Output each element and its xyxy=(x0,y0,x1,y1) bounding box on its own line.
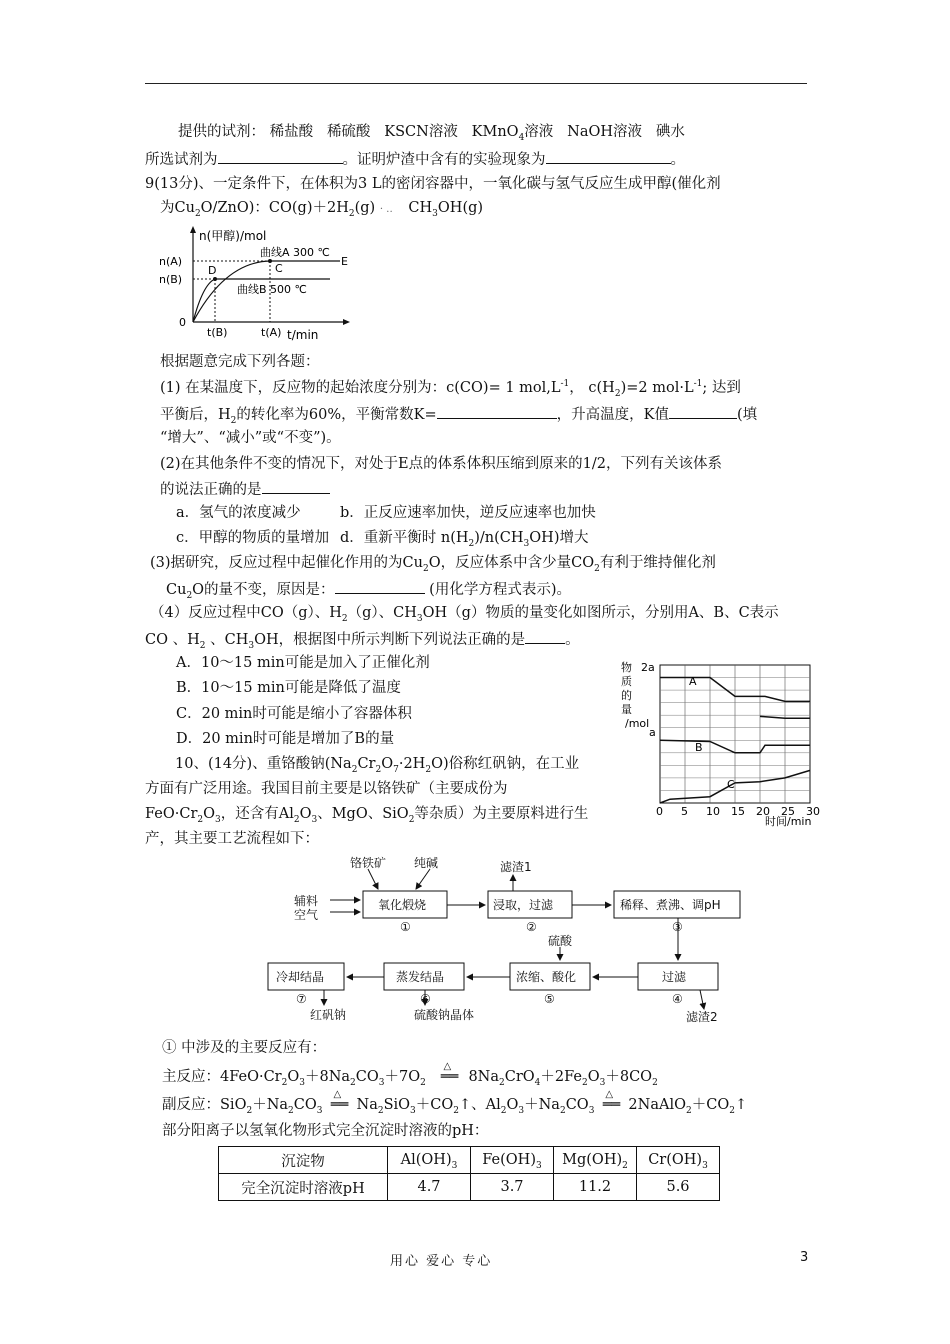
ph-table xyxy=(218,1146,720,1201)
q9-choice-D: D．20 min时可能是增加了B的量 xyxy=(176,731,395,747)
q9-part2-line1: (2)在其他条件不变的情况下，对处于E点的体系体积压缩到原来的1/2，下列有关该体系 xyxy=(160,456,722,472)
q9-opt-a: a．氢气的浓度减少 xyxy=(176,505,301,521)
answer-blank[interactable] xyxy=(546,148,671,164)
input-sulfuric-acid: 硫酸 xyxy=(548,934,573,948)
product-red-alum: 红矾钠 xyxy=(310,1008,347,1022)
input-soda: 纯碱 xyxy=(414,856,439,870)
step-1-label: 氧化煅烧 xyxy=(378,898,427,912)
chart-xtick: 15 xyxy=(731,805,745,818)
curve-A-label: 曲线A 300 ℃ xyxy=(260,246,330,259)
heat-arrow-icon: △ ══ xyxy=(602,1089,621,1113)
q9-opt-c: c．甲醇的物质的量增加 xyxy=(176,530,330,546)
table-row: 完全沉淀时溶液pH 4.7 3.7 11.2 5.6 xyxy=(219,1174,720,1201)
graph-origin: 0 xyxy=(179,316,186,329)
graph-nB: n(B) xyxy=(159,273,183,286)
K-trend-blank[interactable] xyxy=(669,403,737,419)
svg-text:t(B): t(B) xyxy=(207,326,228,339)
K-blank[interactable] xyxy=(437,403,557,419)
point-C xyxy=(268,259,272,263)
svg-text:⑥: ⑥ xyxy=(420,992,431,1006)
part3-blank[interactable] xyxy=(335,578,425,594)
svg-text:③: ③ xyxy=(672,920,683,934)
input-air: 空气 xyxy=(294,908,319,922)
q9-part4-line2: CO 、$H_2$ 、$CH_3OH$，根据图中所示判断下列说法正确的是 。 xyxy=(145,628,580,650)
chart-xtick: 5 xyxy=(681,805,688,818)
q9-part3-line1: (3)据研究，反应过程中起催化作用的为$Cu_2O$，反应体系中含少量$CO_2$有利于维持催化剂 xyxy=(150,555,716,574)
input-chromite: 铬铁矿 xyxy=(350,856,387,870)
answer-blank[interactable] xyxy=(218,148,343,164)
chart-ylabel: 的 xyxy=(621,689,632,702)
q9-opt-b: b．正反应速率加快，逆反应速率也加快 xyxy=(340,505,596,521)
amount-time-chart xyxy=(615,655,820,830)
q9-part2-line2: 的说法正确的是 xyxy=(160,478,330,500)
q10-line2: 方面有广泛用途。我国目前主要是以铬铁矿（主要成份为 xyxy=(145,781,508,797)
residue-1: 滤渣1 xyxy=(500,860,532,874)
q9-choice-B: B．10～15 min可能是降低了温度 xyxy=(176,680,401,696)
q9-part1-line1: (1) 在某温度下，反应物的起始浓度分别为：c(CO)= 1 $mol,L^{-1}$， $c(H_2)=2$ $mol\cdot L^{-1}$; 达到 xyxy=(160,379,741,399)
reagents-label: 提供的试剂： xyxy=(178,124,265,140)
svg-text:①: ① xyxy=(400,920,411,934)
chart-xtick: 30 xyxy=(806,805,820,818)
chart-ytick-2a: 2a xyxy=(641,661,655,674)
q9-choice-A: A．10～15 min可能是加入了正催化剂 xyxy=(176,655,430,671)
q9-opt-d: d．重新平衡时 $n(H_2)/n(CH_3OH)$增大 xyxy=(340,530,589,549)
side-reaction: 副反应：$SiO_2+Na_2CO_3$ △ ══ $Na_2SiO_3+CO_2↑$、$Al_2O_3+Na_2CO_3$ △ ══ $2NaAlO_2+CO_2↑$ xyxy=(162,1089,748,1116)
chart-xtick: 0 xyxy=(656,805,663,818)
q9-part1-line2: 平衡后，$H_2$的转化率为60%，平衡常数K= ，升高温度，K值 (填 xyxy=(160,403,757,425)
chart-ylabel: 质 xyxy=(621,675,632,688)
svg-text:t(A): t(A) xyxy=(261,326,282,339)
series-label-A: A xyxy=(689,675,697,688)
series-label-C: C xyxy=(727,778,735,791)
chart-ylabel: /mol xyxy=(625,717,650,730)
heat-arrow-icon: △ ══ xyxy=(440,1061,459,1085)
chart-xtick: 20 xyxy=(756,805,770,818)
step-4-label: 过滤 xyxy=(662,970,687,984)
q9-choice-C: C．20 min时可能是缩小了容器体积 xyxy=(176,706,412,722)
svg-text:t/min: t/min xyxy=(287,328,319,342)
q9-title: 9(13分)、一定条件下，在体积为3 L的密闭容器中，一氧化碳与氢气反应生成甲醇(催化剂 xyxy=(145,176,721,192)
q9-part1-line3: “增大”、“减小”或“不变”)。 xyxy=(160,430,341,446)
series-label-B: B xyxy=(695,741,703,754)
reactions-intro: ① 中涉及的主要反应有： xyxy=(162,1040,327,1056)
part4-blank[interactable] xyxy=(525,628,565,644)
chart-ylabel: 量 xyxy=(621,703,632,716)
q10-line1: 10、(14分)、重铬酸钠$(Na_2Cr_2O_7\cdot 2H_2O)$俗称红矾钠，在工业 xyxy=(175,756,580,775)
y-axis-arrow-icon xyxy=(190,226,196,233)
q9-intro: 根据题意完成下列各题： xyxy=(160,354,320,370)
part2-blank[interactable] xyxy=(262,478,330,494)
svg-text:⑤: ⑤ xyxy=(544,992,555,1006)
table-header-row: 沉淀物 $Al(OH)_3$ $Fe(OH)_3$ $Mg(OH)_2$ $Cr(OH)_3$ xyxy=(219,1147,720,1174)
input-aux: 辅料 xyxy=(294,894,319,908)
chart-ytick-a: a xyxy=(649,726,656,739)
svg-text:⑦: ⑦ xyxy=(296,992,307,1006)
chart-xtick: 25 xyxy=(781,805,795,818)
chart-xtick: 10 xyxy=(706,805,720,818)
chart-xlabel: 时间/min xyxy=(765,815,812,828)
header-rule xyxy=(145,83,807,84)
reagents-line: 提供的试剂： 稀盐酸 稀硫酸 KSCN溶液 KMnO$_4$溶液 NaOH溶液 碘水 xyxy=(178,124,685,143)
page-footer: 用心 爱心 专心 xyxy=(390,1254,493,1269)
svg-text:C: C xyxy=(275,262,283,275)
heat-arrow-icon: △ ══ xyxy=(330,1089,349,1113)
q9-part3-line2: $Cu_2O$的量不变，原因是： (用化学方程式表示)。 xyxy=(166,578,571,600)
svg-text:D: D xyxy=(208,264,217,277)
q9-equation: 为$Cu_2O/ZnO$)：$CO(g)+2H_2(g)$ · ‥ $CH_3OH(g)$ xyxy=(160,200,484,219)
graph-ylabel: n(甲醇)/mol xyxy=(199,229,267,243)
product-sodium-sulfate: 硫酸钠晶体 xyxy=(414,1008,475,1022)
ph-intro: 部分阳离子以氢氧化物形式完全沉淀时溶液的pH： xyxy=(162,1123,489,1139)
process-flowchart xyxy=(276,855,770,1025)
page-number: 3 xyxy=(800,1250,809,1265)
main-reaction: 主反应：$4FeO\cdot Cr_2O_3+8Na_2CO_3+7O_2$ △ ══ $8Na_2CrO_4+2Fe_2O_3+8CO_2$ xyxy=(162,1061,658,1088)
q10-line4: 产，其主要工艺流程如下： xyxy=(145,831,319,847)
svg-text:②: ② xyxy=(526,920,537,934)
step-5-label: 浓缩、酸化 xyxy=(516,970,577,984)
point-D xyxy=(213,277,217,281)
chart-ylabel: 物 xyxy=(621,661,632,674)
graph-nA: n(A) xyxy=(159,255,183,268)
x-axis-arrow-icon xyxy=(343,319,350,325)
svg-text:E: E xyxy=(341,255,348,268)
q9-part4-line1: （4）反应过程中CO（g）、$H_2(g)$、$CH_3OH(g)$物质的量变化如图所示，分别用A、B、C表示 xyxy=(150,605,779,624)
step-2-label: 浸取，过滤 xyxy=(493,898,554,912)
step-3-label: 稀释、煮沸、调pH xyxy=(620,898,721,912)
svg-text:④: ④ xyxy=(672,992,683,1006)
equilibrium-arrow-icon: · ‥ xyxy=(379,204,393,215)
q10-line3: $FeO\cdot Cr_2O_3$，还含有$Al_2O_3$、MgO、SiO$_2$等杂质）为主要原料进行生 xyxy=(145,806,589,825)
step-7-label: 冷却结晶 xyxy=(276,970,325,984)
residue-2: 滤渣2 xyxy=(686,1010,718,1024)
curve-B-label: 曲线B 500 ℃ xyxy=(237,283,307,296)
step-6-label: 蒸发结晶 xyxy=(396,970,445,984)
select-reagent-line: 所选试剂为 。证明炉渣中含有的实验现象为 。 xyxy=(145,148,685,170)
methanol-graph xyxy=(155,222,355,347)
